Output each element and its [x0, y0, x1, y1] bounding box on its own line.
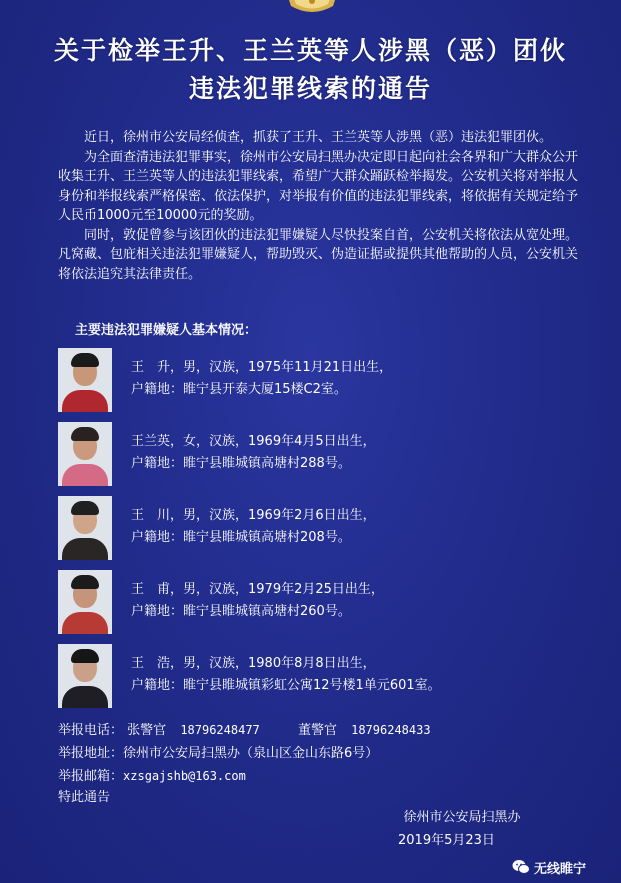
suspect-identity: 王兰英，女，汉族，1969年4月5日出生，: [131, 434, 376, 449]
suspect-row: [58, 496, 558, 562]
issue-date: 2019年5月23日: [398, 833, 495, 848]
suspect-residence: 户籍地：睢宁县睢城镇高塘村260号。: [131, 604, 351, 619]
photo-shirt: [62, 390, 108, 412]
phone-2[interactable]: 18796248433: [351, 723, 431, 737]
suspect-identity: 王 川，男，汉族，1969年2月6日出生，: [131, 508, 376, 523]
phone-label: 举报电话：: [58, 723, 124, 738]
email-label: 举报邮箱：: [58, 769, 124, 784]
suspect-row: [58, 644, 558, 710]
address-value: 徐州市公安局扫黑办（泉山区金山东路6号）: [123, 746, 379, 761]
suspect-row: [58, 570, 558, 636]
suspect-identity: 王 升，男，汉族，1975年11月21日出生，: [131, 360, 393, 375]
photo-hair: [71, 575, 99, 589]
photo-hair: [71, 649, 99, 663]
officer-1: 张警官: [127, 723, 167, 738]
suspect-residence: 户籍地：睢宁县睢城镇高塘村208号。: [131, 530, 351, 545]
officer-2: 董警官: [297, 723, 337, 738]
watermark-text: 无线睢宁: [534, 861, 587, 877]
report-email: [58, 765, 246, 784]
report-address: [58, 742, 378, 761]
photo-shirt: [62, 538, 108, 560]
address-label: 举报地址：: [58, 746, 124, 761]
report-phone: [58, 719, 431, 738]
paragraph-3: 同时，敦促曾参与该团伙的违法犯罪嫌疑人尽快投案自首，公安机关将依法从宽处理。凡窝藏、包庇相关违法犯罪嫌疑人，帮助毁灭、伪造证据或提供其他帮助的人员，公安机关将依法追究其法律责任。: [58, 227, 579, 282]
photo-shirt: [62, 612, 108, 634]
closing-notice: 特此通告: [58, 790, 111, 805]
notice-title: [0, 32, 621, 108]
suspects-section-title: 主要违法犯罪嫌疑人基本情况：: [75, 323, 258, 338]
police-emblem-icon: [283, 0, 341, 16]
title-line-1: 关于检举王升、王兰英等人涉黑（恶）团伙: [53, 36, 567, 65]
phone-1[interactable]: 18796248477: [180, 723, 260, 737]
paragraph-1: 近日，徐州市公安局经侦查，抓获了王升、王兰英等人涉黑（恶）违法犯罪团伙。: [84, 130, 553, 145]
photo-hair: [71, 427, 99, 441]
photo-hair: [71, 501, 99, 515]
watermark: [512, 856, 586, 878]
wechat-icon: [512, 859, 530, 875]
photo-shirt: [62, 464, 108, 486]
suspect-identity: 王 甫，男，汉族，1979年2月25日出生，: [131, 582, 384, 597]
email-value[interactable]: xzsgajshb@163.com: [123, 769, 246, 783]
paragraph-2: 为全面查清违法犯罪事实，徐州市公安局扫黑办决定即日起向社会各界和广大群众公开收集王升、王兰英等人的违法犯罪线索，希望广大群众踊跃检举揭发。公安机关将对举报人身份和举报线索严格保密、依法保护，对举报有价值的违法犯罪线索，将依据有关规定给予人民币1000元至10000元的奖励。: [58, 149, 579, 223]
issuer-signature: 徐州市公安局扫黑办: [403, 810, 521, 825]
photo-shirt: [62, 686, 108, 708]
suspect-residence: 户籍地：睢宁县睢城镇高塘村288号。: [131, 456, 351, 471]
title-line-2: 违法犯罪线索的通告: [188, 74, 432, 103]
suspect-photo: [58, 644, 112, 708]
suspect-photo: [58, 348, 112, 412]
photo-hair: [71, 353, 99, 367]
suspect-residence: 户籍地：睢宁县开泰大厦15楼C2室。: [131, 382, 347, 397]
suspect-photo: [58, 422, 112, 486]
suspect-row: [58, 348, 558, 414]
suspect-identity: 王 浩，男，汉族，1980年8月8日出生，: [131, 656, 376, 671]
suspect-photo: [58, 496, 112, 560]
suspect-photo: [58, 570, 112, 634]
suspect-row: [58, 422, 558, 488]
notice-body: [58, 128, 578, 284]
suspect-residence: 户籍地：睢宁县睢城镇彩虹公寓12号楼1单元601室。: [131, 678, 441, 693]
